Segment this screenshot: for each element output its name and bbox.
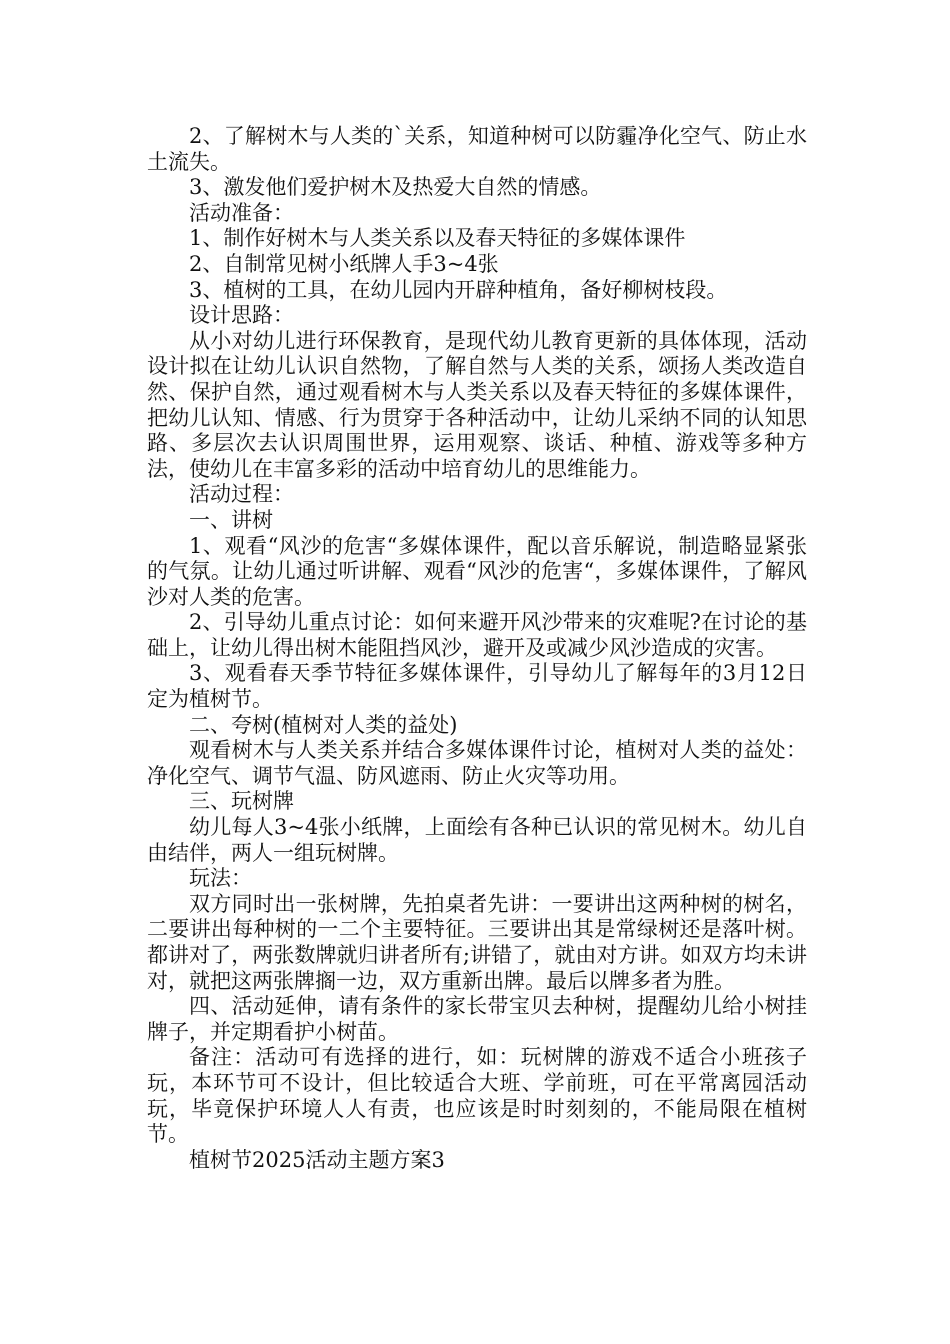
paragraph: 幼儿每人3~4张小纸牌，上面绘有各种已认识的常见树木。幼儿自由结伴，两人一组玩树牌。 — [147, 815, 807, 865]
paragraph: 备注：活动可有选择的进行，如：玩树牌的游戏不适合小班孩子玩，本环节可不设计，但比较适合大班、学前班，可在平常离园活动玩，毕竟保护环境人人有责，也应该是时时刻刻的，不能局限在植树节。 — [147, 1045, 807, 1147]
subsection-heading: 三、玩树牌 — [189, 789, 294, 814]
paragraph: 3、观看春天季节特征多媒体课件，引导幼儿了解每年的3月12日定为植树节。 — [147, 661, 807, 712]
paragraph: 1、观看“风沙的危害“多媒体课件，配以音乐解说，制造略显紧张的气氛。让幼儿通过听讲解、观看“风沙的危害“，多媒体课件，了解风沙对人类的危害。 — [147, 533, 807, 609]
document-body — [147, 124, 807, 1173]
paragraph: 3、激发他们爱护树木及热爱大自然的情感。 — [189, 175, 602, 200]
section-heading: 活动准备： — [189, 200, 294, 225]
section-heading: 活动过程： — [189, 482, 294, 507]
document-section-title: 植树节2025活动主题方案3 — [189, 1147, 445, 1172]
section-heading: 玩法： — [189, 866, 252, 891]
paragraph: 观看树木与人类关系并结合多媒体课件讨论，植树对人类的益处：净化空气、调节气温、防风遮雨、防止火灾等功用。 — [147, 738, 807, 788]
section-heading: 设计思路： — [189, 303, 294, 328]
subsection-heading: 二、夸树(植树对人类的益处) — [189, 712, 458, 737]
paragraph: 双方同时出一张树牌，先拍桌者先讲：一要讲出这两种树的树名，二要讲出每种树的一二个主要特征。三要讲出其是常绿树还是落叶树。都讲对了，两张数牌就归讲者所有;讲错了，就由对方讲。如双方均未讲对，就把这两张牌搁一边，双方重新出牌。最后以牌多者为胜。 — [147, 891, 807, 993]
paragraph: 2、了解树木与人类的`关系，知道种树可以防霾净化空气、防止水土流失。 — [147, 124, 807, 174]
paragraph: 四、活动延伸，请有条件的家长带宝贝去种树，提醒幼儿给小树挂牌子，并定期看护小树苗。 — [147, 994, 807, 1044]
paragraph: 1、制作好树木与人类关系以及春天特征的多媒体课件 — [189, 226, 686, 251]
paragraph: 2、自制常见树小纸牌人手3~4张 — [189, 251, 499, 276]
subsection-heading: 一、讲树 — [189, 507, 273, 532]
paragraph: 2、引导幼儿重点讨论：如何来避开风沙带来的灾难呢?在讨论的基础上，让幼儿得出树木能阻挡风沙，避开及或减少风沙造成的灾害。 — [147, 610, 807, 660]
paragraph: 从小对幼儿进行环保教育，是现代幼儿教育更新的具体体现，活动设计拟在让幼儿认识自然物，了解自然与人类的关系，颂扬人类改造自然、保护自然，通过观看树木与人类关系以及春天特征的多媒体课件，把幼儿认知、情感、行为贯穿于各种活动中，让幼儿采纳不同的认知思路、多层次去认识周围世界，运用观察、谈话、种植、游戏等多种方法，使幼儿在丰富多彩的活动中培育幼儿的思维能力。 — [147, 328, 807, 481]
paragraph: 3、植树的工具，在幼儿园内开辟种植角，备好柳树枝段。 — [189, 277, 728, 302]
